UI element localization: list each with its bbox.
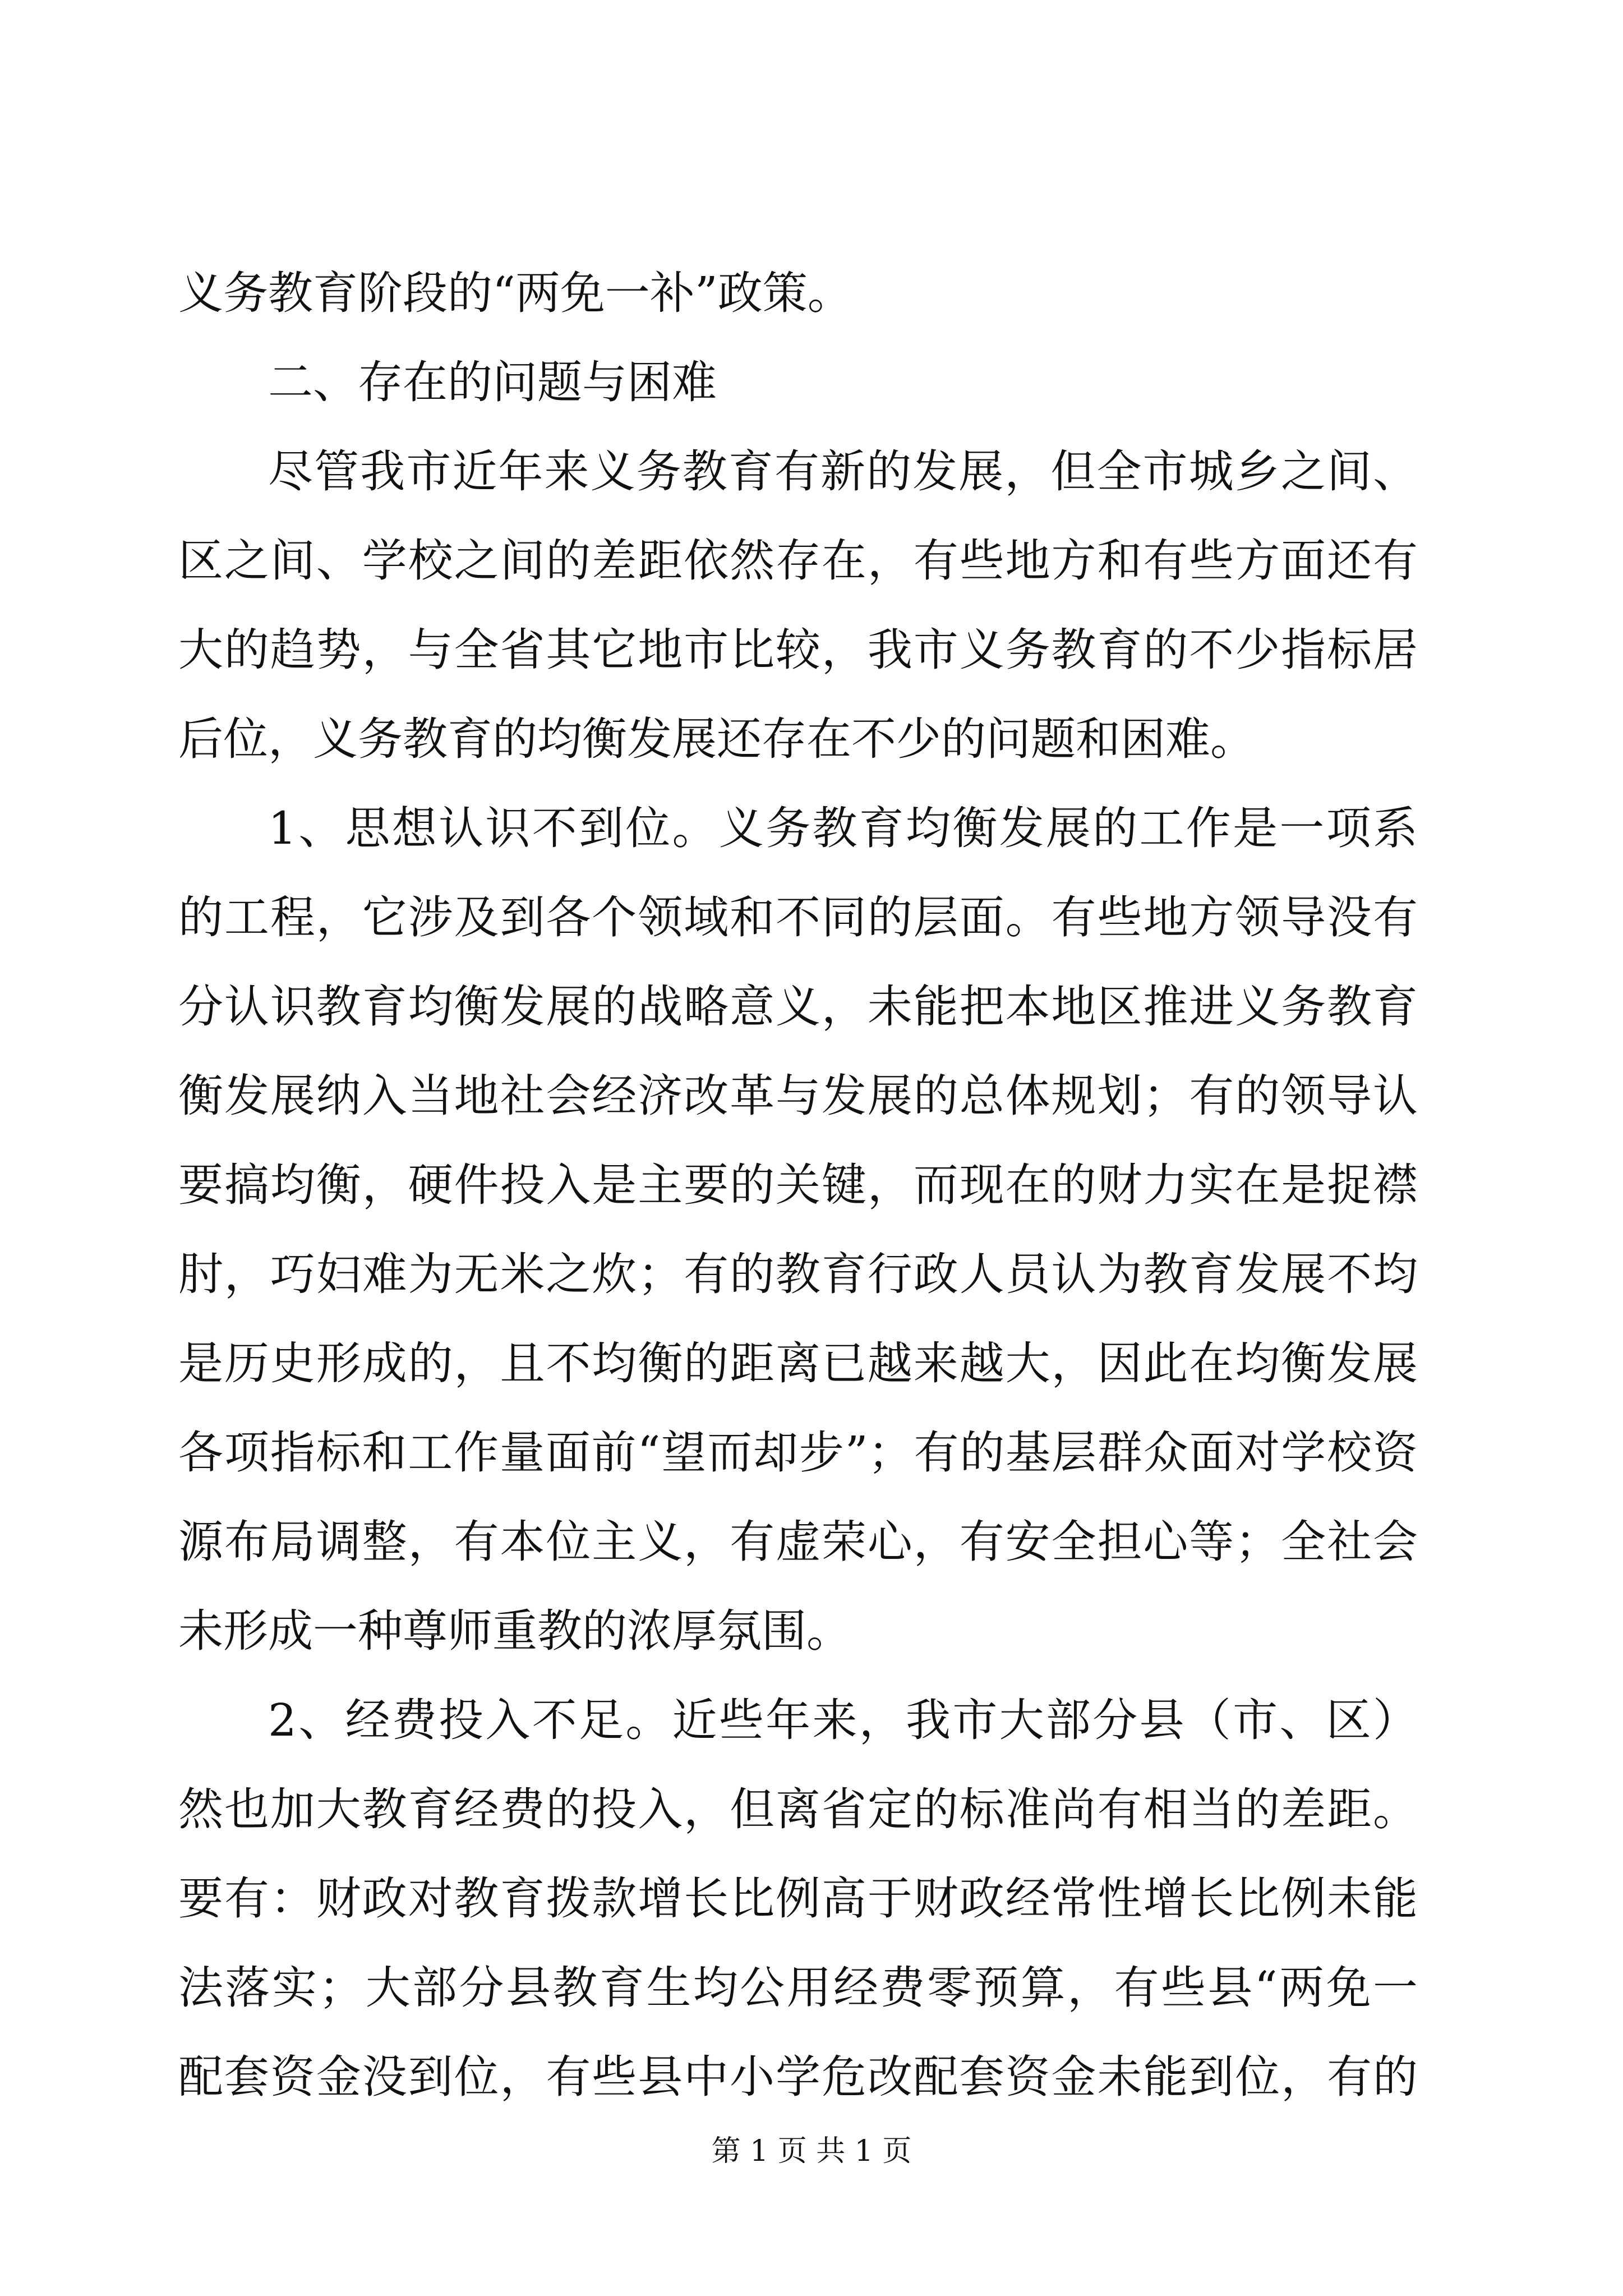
text-line-21: 配套资金没到位，有些县中小学危改配套资金未能到位，有的 [178, 2051, 1418, 2103]
section-heading: 二、存在的问题与困难 [268, 356, 717, 408]
text-line-3: 尽管我市近年来义务教育有新的发展，但全市城乡之间、 [268, 445, 1418, 498]
text-line-6: 后位，义务教育的均衡发展还存在不少的问题和困难。 [178, 713, 1255, 765]
text-line-11: 要搞均衡，硬件投入是主要的关键，而现在的财力实在是捉襟 [178, 1159, 1418, 1211]
text-line-10: 衡发展纳入当地社会经济改革与发展的总体规划；有的领导认 [178, 1070, 1418, 1122]
text-line-7: 1、思想认识不到位。义务教育均衡发展的工作是一项系 [268, 802, 1418, 854]
text-line-17: 2、经费投入不足。近些年来，我市大部分县（市、区） [268, 1694, 1418, 1746]
text-line-4: 区之间、学校之间的差距依然存在，有些地方和有些方面还有 [178, 535, 1418, 587]
text-line-18: 然也加大教育经费的投入，但离省定的标准尚有相当的差距。 [178, 1783, 1418, 1835]
text-line-12: 肘，巧妇难为无米之炊；有的教育行政人员认为教育发展不均 [178, 1248, 1418, 1300]
text-line-16: 未形成一种尊师重教的浓厚氛围。 [178, 1605, 851, 1657]
text-line-13: 是历史形成的，且不均衡的距离已越来越大，因此在均衡发展 [178, 1337, 1418, 1389]
text-line-20: 法落实；大部分县教育生均公用经费零预算，有些县“两免一 [178, 1962, 1418, 2014]
text-line-14: 各项指标和工作量面前“望而却步”；有的基层群众面对学校资 [178, 1427, 1418, 1479]
text-line-5: 大的趋势，与全省其它地市比较，我市义务教育的不少指标居 [178, 624, 1418, 676]
text-line-8: 的工程，它涉及到各个领域和不同的层面。有些地方领导没有 [178, 891, 1418, 944]
page-footer: 第 1 页 共 1 页 [711, 2134, 912, 2168]
text-line-9: 分认识教育均衡发展的战略意义，未能把本地区推进义务教育 [178, 981, 1418, 1033]
text-line-19: 要有：财政对教育拨款增长比例高于财政经常性增长比例未能 [178, 1872, 1418, 1925]
text-line-15: 源布局调整，有本位主义，有虚荣心，有安全担心等；全社会 [178, 1516, 1418, 1568]
text-line-1: 义务教育阶段的“两免一补”政策。 [178, 267, 852, 319]
